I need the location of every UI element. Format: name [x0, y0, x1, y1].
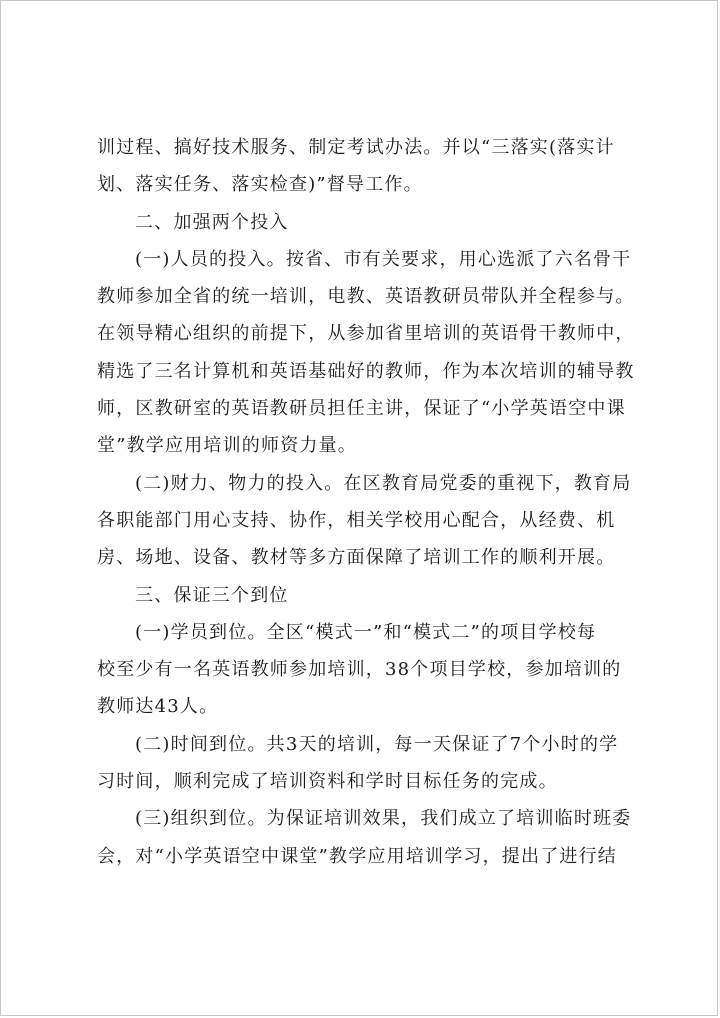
text-line: 校至少有一名英语教师参加培训，38个项目学校，参加培训的	[97, 659, 622, 681]
text-line: 堂”教学应用培训的师资力量。	[97, 435, 358, 457]
text-line: 教师参加全省的统一培训，电教、英语教研员带队并全程参与。	[97, 286, 635, 308]
text-line: 会，对“小学英语空中课堂”教学应用培训学习，提出了进行结	[97, 845, 618, 867]
section-heading: 三、保证三个到位	[135, 584, 289, 606]
text-line: 训过程、搞好技术服务、制定考试办法。并以“三落实(落实计	[97, 137, 615, 158]
paragraph-start: (二)时间到位。共3天的培训，每一天保证了7个小时的学	[135, 733, 619, 755]
text-line: 各职能部门用心支持、协作，相关学校用心配合，从经费、机	[97, 509, 616, 531]
document-body	[97, 129, 637, 875]
paragraph-start: (三)组织到位。为保证培训效果，我们成立了培训临时班委	[135, 808, 632, 830]
text-line: 房、场地、设备、教材等多方面保障了培训工作的顺利开展。	[97, 547, 616, 569]
paragraph-start: (二)财力、物力的投入。在区教育局党委的重视下，教育局	[135, 472, 632, 494]
text-line: 教师达43人。	[97, 696, 219, 718]
paragraph-start: (一)人员的投入。按省、市有关要求，用心选派了六名骨干	[135, 248, 632, 270]
section-heading: 二、加强两个投入	[135, 211, 289, 233]
text-line: 师，区教研室的英语教研员担任主讲，保证了“小学英语空中课	[97, 398, 626, 420]
paragraph-start: (一)学员到位。全区“模式一”和“模式二”的项目学校每	[135, 621, 597, 643]
text-line: 在领导精心组织的前提下，从参加省里培训的英语骨干教师中，	[97, 323, 635, 345]
text-line: 习时间，顺利完成了培训资料和学时目标任务的完成。	[97, 771, 558, 793]
text-line: 精选了三名计算机和英语基础好的教师，作为本次培训的辅导教	[97, 360, 635, 382]
text-line: 划、落实任务、落实检查)”督导工作。	[97, 174, 423, 196]
